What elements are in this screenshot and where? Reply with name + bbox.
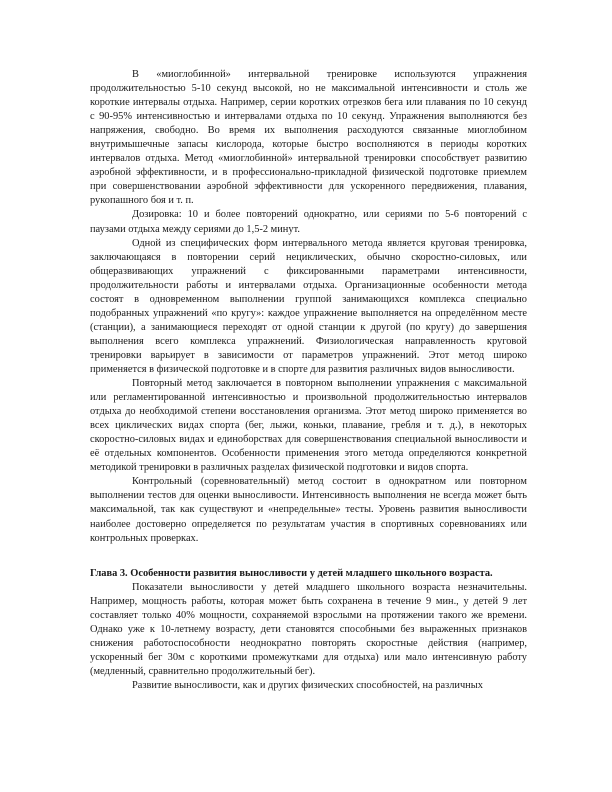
document-page bbox=[90, 68, 527, 693]
chapter-3-heading: Глава 3. Особенности развития выносливости у детей младшего школьного возраста. bbox=[90, 567, 493, 579]
paragraph-endurance-development: Развитие выносливости, как и других физических способностей, на различных bbox=[132, 679, 483, 691]
paragraph-myoglobin-interval-training: В «миоглобинной» интервальной тренировке используются упражнения продолжительностью 5-10 секунд высокой, но не максимальной интенсивности и столь же короткие интервалы отдыха. Например, серии коротких отрезков бега или плавания по 10 секунд с 90-95% интенсивностью и интервалами отдыха по 10 секунд. Упражнения выполняются без напряжения, свободно. Во время их выполнения расходуются связанные миоглобином внутримышечные запасы кислорода, которые быстро восполняются в периоды коротких интервалов отдыха. Метод «миоглобинной» интервальной тренировки способствует развитию аэробной эффективности, и в профессионально-прикладной физической подготовке приемлем при совершенствовании аэробной эффективности для ускоренного передвижения, плавания, рукопашного боя и т. п. bbox=[90, 69, 527, 207]
paragraph-circuit-training: Одной из специфических форм интервального метода является круговая тренировка, заключающаяся в повторении серий нециклических, обычно скоростно-силовых, или общеразвивающих упражнений с фиксированными параметрами интенсивности, продолжительности работы и интервалами отдыха. Организационные особенности метода состоят в одновременном выполнении группой занимающихся комплекса специально подобранных упражнений «по кругу»: каждое упражнение выполняется на определённом месте (станции), а занимающиеся переходят от одной станции к другой (по кругу) до завершения выполнения всего комплекса упражнений. Физиологическая направленность круговой тренировки варьирует в зависимости от параметров упражнений. Этот метод широко применяется в физической подготовке и в спорте для развития различных видов выносливости. bbox=[90, 237, 527, 375]
paragraph-control-method: Контрольный (соревновательный) метод состоит в однократном или повторном выполнении тестов для оценки выносливости. Интенсивность выполнения не всегда может быть максимальной, так как существуют и «непредельные» тесты. Уровень развития выносливости наиболее достоверно определяется по результатам участия в спортивных соревнованиях или контрольных проверках. bbox=[90, 476, 527, 544]
paragraph-repeated-method: Повторный метод заключается в повторном выполнении упражнения с максимальной или регламентированной интенсивностью и произвольной продолжительностью интервалов отдыха до необходимой степени восстановления организма. Этот метод широко применяется во всех циклических видах спорта (бег, лыжи, коньки, плавание, гребля и т. д.), в некоторых скоростно-силовых видах и единоборствах для совершенствования специальной выносливости и её отдельных компонентов. Особенности применения этого метода определяются конкретной методикой тренировки в различных разделах физической подготовки и видов спорта. bbox=[90, 378, 527, 474]
paragraph-dosage: Дозировка: 10 и более повторений однократно, или сериями по 5-6 повторений с паузами отдыха между сериями до 1,5-2 минут. bbox=[90, 209, 527, 235]
paragraph-endurance-indicators: Показатели выносливости у детей младшего школьного возраста незначительны. Например, мощность работы, которая может быть сохранена в течение 9 мин., у детей 9 лет составляет только 40% мощности, сохраняемой взрослыми на протяжении такого же времени. Однако уже к 10-летнему возрасту, дети становятся способными без выраженных признаков снижения работоспособности неоднократно повторять скоростные действия (например, ускоренный бег 30м с короткими промежутками для отдыха) или мало интенсивную работу (медленный, сравнительно продолжительный бег). bbox=[90, 581, 527, 677]
